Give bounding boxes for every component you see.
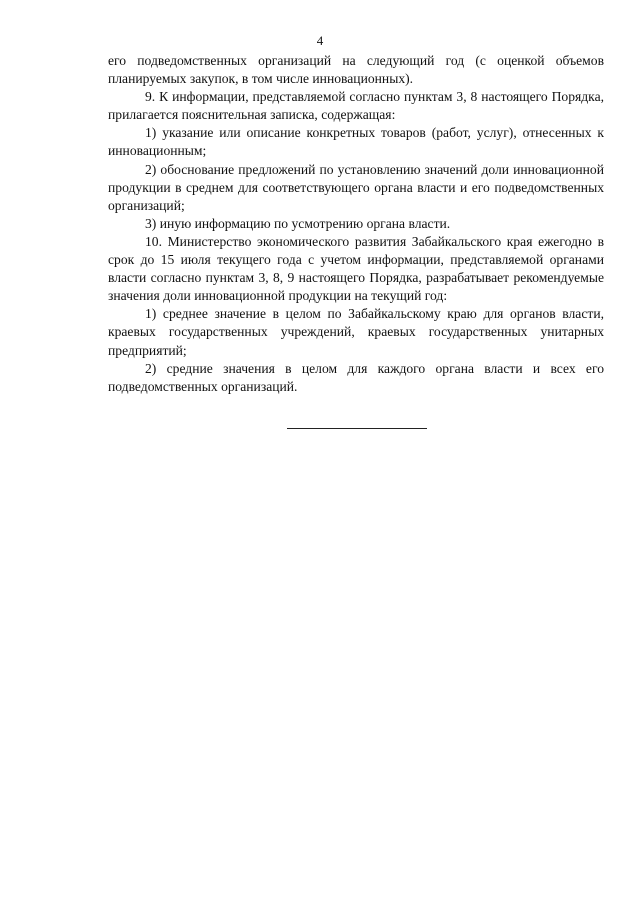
paragraph-item-9-1: 1) указание или описание конкретных товаров (работ, услуг), отнесенных к инновационным; bbox=[108, 125, 604, 159]
paragraph-continuation: его подведомственных организаций на следующий год (с оценкой объемов планируемых закупок, в том числе инновационных). bbox=[108, 53, 604, 87]
paragraph-item-10: 10. Министерство экономического развития Забайкальского края ежегодно в срок до 15 июля текущего года с учетом информации, представляемой органами власти согласно пунктам 3, 8, 9 настоящего Порядка, разрабатывает рекомендуемые значения доли инновационной продукции на текущий год: bbox=[108, 233, 604, 304]
paragraph-item-9-3: 3) иную информацию по усмотрению органа власти. bbox=[145, 215, 451, 231]
paragraph-item-9: 9. К информации, представляемой согласно пунктам 3, 8 настоящего Порядка, прилагается пояснительная записка, содержащая: bbox=[108, 89, 604, 123]
document-body bbox=[108, 52, 604, 396]
page-number: 4 bbox=[316, 33, 324, 48]
paragraph-item-9-2: 2) обоснование предложений по установлению значений доли инновационной продукции в среднем для соответствующего органа власти и его подведомственных организаций; bbox=[108, 161, 604, 213]
paragraph-item-10-2: 2) средние значения в целом для каждого органа власти и всех его подведомственных организаций. bbox=[108, 360, 604, 394]
paragraph-item-10-1: 1) среднее значение в целом по Забайкальскому краю для органов власти, краевых государственных учреждений, краевых государственных унитарных предприятий; bbox=[108, 306, 604, 358]
end-separator-line bbox=[287, 428, 427, 429]
